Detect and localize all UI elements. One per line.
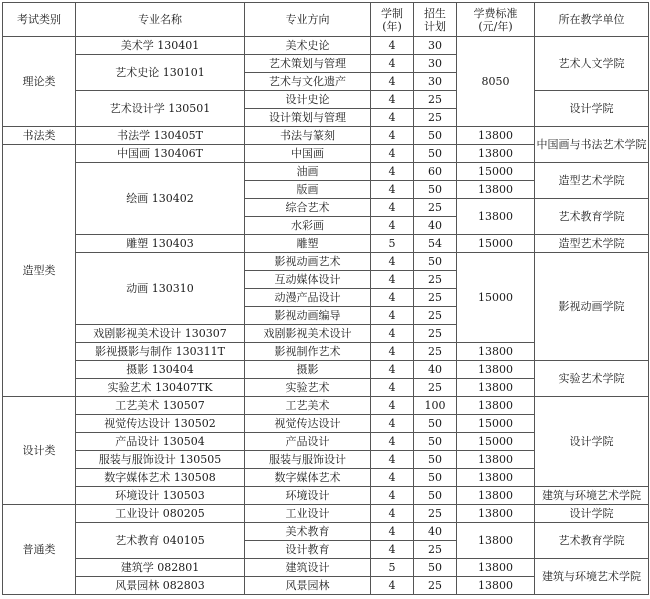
enroll-cell: 50	[414, 433, 457, 451]
direction-cell: 数字媒体艺术	[245, 469, 371, 487]
enroll-cell: 25	[414, 109, 457, 127]
direction-cell: 动漫产品设计	[245, 289, 371, 307]
years-cell: 5	[371, 235, 414, 253]
enroll-cell: 25	[414, 541, 457, 559]
major-cell: 绘画 130402	[76, 163, 245, 235]
years-cell: 4	[371, 577, 414, 595]
table-row	[3, 523, 649, 541]
fee-cell: 13800	[457, 451, 535, 469]
major-cell: 戏剧影视美术设计 130307	[76, 325, 245, 343]
direction-cell: 影视制作艺术	[245, 343, 371, 361]
enroll-cell: 50	[414, 469, 457, 487]
fee-cell: 13800	[457, 199, 535, 235]
direction-cell: 服装与服饰设计	[245, 451, 371, 469]
enroll-cell: 25	[414, 505, 457, 523]
years-cell: 4	[371, 55, 414, 73]
years-cell: 4	[371, 433, 414, 451]
fee-cell: 13800	[457, 145, 535, 163]
years-cell: 5	[371, 559, 414, 577]
table-row	[3, 361, 649, 379]
direction-cell: 美术史论	[245, 37, 371, 55]
years-cell: 4	[371, 379, 414, 397]
direction-cell: 美术教育	[245, 523, 371, 541]
direction-cell: 设计策划与管理	[245, 109, 371, 127]
years-cell: 4	[371, 181, 414, 199]
direction-cell: 实验艺术	[245, 379, 371, 397]
unit-cell: 影视动画学院	[535, 253, 649, 361]
years-cell: 4	[371, 523, 414, 541]
direction-cell: 影视动画编导	[245, 307, 371, 325]
years-cell: 4	[371, 325, 414, 343]
direction-cell: 风景园林	[245, 577, 371, 595]
direction-cell: 戏剧影视美术设计	[245, 325, 371, 343]
major-cell: 雕塑 130403	[76, 235, 245, 253]
direction-cell: 综合艺术	[245, 199, 371, 217]
major-cell: 实验艺术 130407TK	[76, 379, 245, 397]
direction-cell: 油画	[245, 163, 371, 181]
years-cell: 4	[371, 253, 414, 271]
direction-cell: 雕塑	[245, 235, 371, 253]
enroll-cell: 30	[414, 55, 457, 73]
enroll-cell: 25	[414, 343, 457, 361]
enroll-cell: 50	[414, 487, 457, 505]
direction-cell: 工业设计	[245, 505, 371, 523]
category-cell: 书法类	[3, 127, 76, 145]
years-cell: 4	[371, 289, 414, 307]
table-row	[3, 253, 649, 271]
years-cell: 4	[371, 451, 414, 469]
enroll-cell: 100	[414, 397, 457, 415]
years-cell: 4	[371, 415, 414, 433]
table-row	[3, 91, 649, 109]
major-cell: 艺术史论 130101	[76, 55, 245, 91]
enroll-cell: 50	[414, 559, 457, 577]
major-cell: 工业设计 080205	[76, 505, 245, 523]
years-cell: 4	[371, 91, 414, 109]
years-cell: 4	[371, 361, 414, 379]
admissions-table	[2, 2, 649, 595]
unit-cell: 设计学院	[535, 91, 649, 127]
header-fee: 学费标准 (元/年)	[457, 3, 535, 37]
years-cell: 4	[371, 541, 414, 559]
direction-cell: 影视动画艺术	[245, 253, 371, 271]
unit-cell: 实验艺术学院	[535, 361, 649, 397]
years-cell: 4	[371, 37, 414, 55]
direction-cell: 视觉传达设计	[245, 415, 371, 433]
enroll-cell: 50	[414, 127, 457, 145]
enroll-cell: 30	[414, 73, 457, 91]
fee-cell: 13800	[457, 397, 535, 415]
years-cell: 4	[371, 307, 414, 325]
enroll-cell: 25	[414, 91, 457, 109]
table-row	[3, 127, 649, 145]
unit-cell: 建筑与环境艺术学院	[535, 559, 649, 595]
major-cell: 风景园林 082803	[76, 577, 245, 595]
unit-cell: 造型艺术学院	[535, 235, 649, 253]
years-cell: 4	[371, 163, 414, 181]
fee-cell: 13800	[457, 361, 535, 379]
years-cell: 4	[371, 127, 414, 145]
years-cell: 4	[371, 505, 414, 523]
major-cell: 影视摄影与制作 130311T	[76, 343, 245, 361]
enroll-cell: 50	[414, 145, 457, 163]
enroll-cell: 25	[414, 307, 457, 325]
table-row	[3, 397, 649, 415]
direction-cell: 互动媒体设计	[245, 271, 371, 289]
fee-cell: 13800	[457, 181, 535, 199]
table-row	[3, 235, 649, 253]
unit-cell: 设计学院	[535, 505, 649, 523]
years-cell: 4	[371, 487, 414, 505]
direction-cell: 建筑设计	[245, 559, 371, 577]
enroll-cell: 50	[414, 451, 457, 469]
table-row	[3, 559, 649, 577]
unit-cell: 中国画与书法艺术学院	[535, 127, 649, 163]
direction-cell: 艺术与文化遗产	[245, 73, 371, 91]
header-years: 学制 (年)	[371, 3, 414, 37]
major-cell: 动画 130310	[76, 253, 245, 325]
fee-cell: 13800	[457, 487, 535, 505]
years-cell: 4	[371, 271, 414, 289]
major-cell: 中国画 130406T	[76, 145, 245, 163]
enroll-cell: 25	[414, 271, 457, 289]
header-row	[3, 3, 649, 37]
direction-cell: 摄影	[245, 361, 371, 379]
enroll-cell: 40	[414, 361, 457, 379]
direction-cell: 书法与篆刻	[245, 127, 371, 145]
fee-cell: 13800	[457, 127, 535, 145]
direction-cell: 艺术策划与管理	[245, 55, 371, 73]
unit-cell: 设计学院	[535, 397, 649, 487]
fee-cell: 13800	[457, 343, 535, 361]
enroll-cell: 40	[414, 523, 457, 541]
unit-cell: 艺术教育学院	[535, 523, 649, 559]
fee-cell: 15000	[457, 433, 535, 451]
table-row	[3, 163, 649, 181]
years-cell: 4	[371, 109, 414, 127]
header-unit: 所在教学单位	[535, 3, 649, 37]
major-cell: 艺术设计学 130501	[76, 91, 245, 127]
major-cell: 美术学 130401	[76, 37, 245, 55]
table-row	[3, 505, 649, 523]
enroll-cell: 30	[414, 37, 457, 55]
major-cell: 艺术教育 040105	[76, 523, 245, 559]
enroll-cell: 40	[414, 217, 457, 235]
fee-cell: 15000	[457, 163, 535, 181]
enroll-cell: 50	[414, 253, 457, 271]
category-cell: 理论类	[3, 37, 76, 127]
years-cell: 4	[371, 217, 414, 235]
major-cell: 产品设计 130504	[76, 433, 245, 451]
years-cell: 4	[371, 73, 414, 91]
admissions-table-wrapper	[2, 2, 649, 595]
major-cell: 环境设计 130503	[76, 487, 245, 505]
years-cell: 4	[371, 343, 414, 361]
fee-cell: 15000	[457, 235, 535, 253]
header-exam-type: 考试类别	[3, 3, 76, 37]
fee-cell: 13800	[457, 523, 535, 559]
years-cell: 4	[371, 145, 414, 163]
major-cell: 数字媒体艺术 130508	[76, 469, 245, 487]
enroll-cell: 50	[414, 181, 457, 199]
major-cell: 工艺美术 130507	[76, 397, 245, 415]
enroll-cell: 54	[414, 235, 457, 253]
enroll-cell: 50	[414, 415, 457, 433]
major-cell: 建筑学 082801	[76, 559, 245, 577]
table-row	[3, 487, 649, 505]
major-cell: 书法学 130405T	[76, 127, 245, 145]
direction-cell: 中国画	[245, 145, 371, 163]
years-cell: 4	[371, 397, 414, 415]
unit-cell: 造型艺术学院	[535, 163, 649, 199]
enroll-cell: 25	[414, 289, 457, 307]
direction-cell: 环境设计	[245, 487, 371, 505]
header-direction: 专业方向	[245, 3, 371, 37]
category-cell: 普通类	[3, 505, 76, 595]
fee-cell: 13800	[457, 379, 535, 397]
header-major: 专业名称	[76, 3, 245, 37]
enroll-cell: 25	[414, 577, 457, 595]
fee-cell: 15000	[457, 253, 535, 343]
major-cell: 服装与服饰设计 130505	[76, 451, 245, 469]
category-cell: 造型类	[3, 145, 76, 397]
direction-cell: 产品设计	[245, 433, 371, 451]
enroll-cell: 25	[414, 325, 457, 343]
years-cell: 4	[371, 469, 414, 487]
category-cell: 设计类	[3, 397, 76, 505]
direction-cell: 工艺美术	[245, 397, 371, 415]
major-cell: 摄影 130404	[76, 361, 245, 379]
header-enroll: 招生 计划	[414, 3, 457, 37]
enroll-cell: 25	[414, 379, 457, 397]
unit-cell: 艺术人文学院	[535, 37, 649, 91]
fee-cell: 13800	[457, 577, 535, 595]
direction-cell: 设计史论	[245, 91, 371, 109]
unit-cell: 艺术教育学院	[535, 199, 649, 235]
fee-cell: 13800	[457, 505, 535, 523]
direction-cell: 水彩画	[245, 217, 371, 235]
enroll-cell: 25	[414, 199, 457, 217]
table-row	[3, 37, 649, 55]
fee-cell: 13800	[457, 469, 535, 487]
years-cell: 4	[371, 199, 414, 217]
fee-cell: 15000	[457, 415, 535, 433]
enroll-cell: 60	[414, 163, 457, 181]
direction-cell: 版画	[245, 181, 371, 199]
major-cell: 视觉传达设计 130502	[76, 415, 245, 433]
fee-cell: 13800	[457, 559, 535, 577]
fee-cell: 8050	[457, 37, 535, 127]
direction-cell: 设计教育	[245, 541, 371, 559]
unit-cell: 建筑与环境艺术学院	[535, 487, 649, 505]
